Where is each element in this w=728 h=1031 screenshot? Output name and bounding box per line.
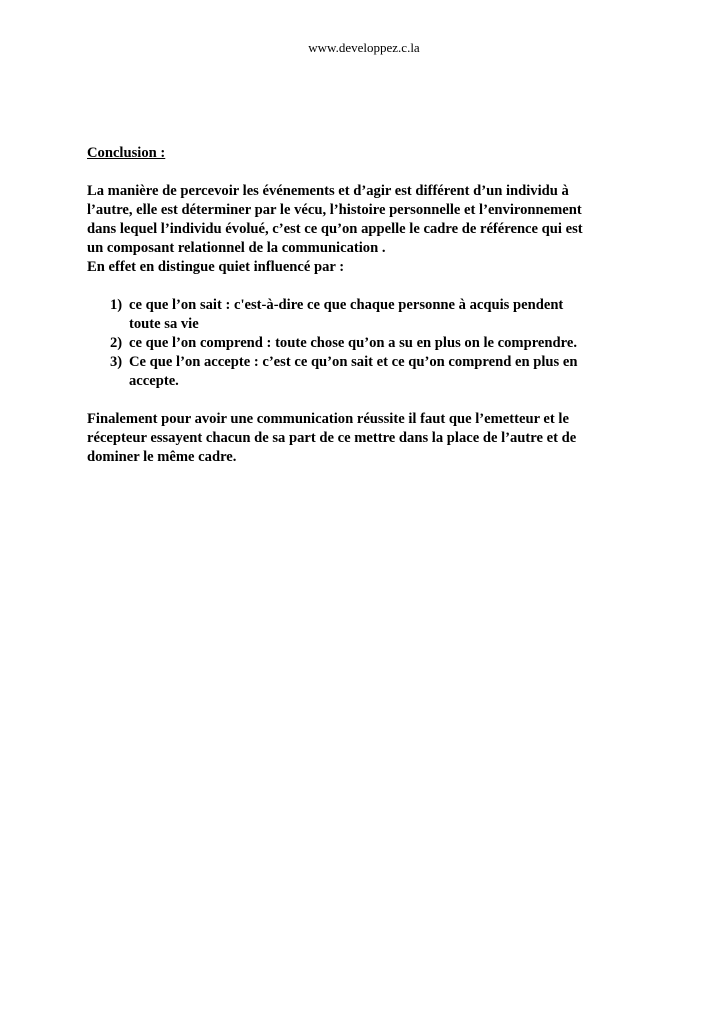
- conclusion-heading: Conclusion :: [87, 145, 166, 161]
- list-item-number: 3): [110, 354, 123, 370]
- paragraph-line: récepteur essayent chacun de sa part de ce mettre dans la place de l’autre et de: [87, 430, 577, 446]
- list-item: [87, 334, 647, 353]
- list-item-number: 2): [110, 335, 123, 351]
- paragraph-line: un composant relationnel de la communication .: [87, 240, 386, 256]
- spacer: [87, 391, 647, 410]
- paragraph-line: dominer le même cadre.: [87, 449, 237, 465]
- list-item-line: ce que l’on comprend : toute chose qu’on a su en plus on le comprendre.: [129, 335, 577, 351]
- list-item-line: ce que l’on sait : c'est-à-dire ce que chaque personne à acquis pendent: [129, 297, 564, 313]
- paragraph-intro: [87, 182, 647, 277]
- list-item-line: accepte.: [129, 373, 179, 389]
- page-header-url: www.developpez.c.la: [308, 40, 420, 55]
- numbered-list: [87, 296, 647, 391]
- paragraph-line: Finalement pour avoir une communication réussite il faut que l’emetteur et le: [87, 411, 569, 427]
- paragraph-line: dans lequel l’individu évolué, c’est ce qu’on appelle le cadre de référence qui est: [87, 221, 583, 237]
- spacer: [87, 163, 647, 182]
- list-item: [87, 353, 647, 391]
- document-body: [87, 144, 647, 467]
- paragraph-line: La manière de percevoir les événements et d’agir est différent d’un individu à: [87, 183, 569, 199]
- list-item-line: Ce que l’on accepte : c’est ce qu’on sait et ce qu’on comprend en plus en: [129, 354, 578, 370]
- paragraph-conclusion: [87, 410, 647, 467]
- list-item: [87, 296, 647, 334]
- spacer: [87, 277, 647, 296]
- list-item-number: 1): [110, 297, 123, 313]
- list-item-line: toute sa vie: [129, 316, 199, 332]
- paragraph-line: l’autre, elle est déterminer par le vécu, l’histoire personnelle et l’environnement: [87, 202, 582, 218]
- paragraph-line: En effet en distingue quiet influencé par :: [87, 259, 345, 275]
